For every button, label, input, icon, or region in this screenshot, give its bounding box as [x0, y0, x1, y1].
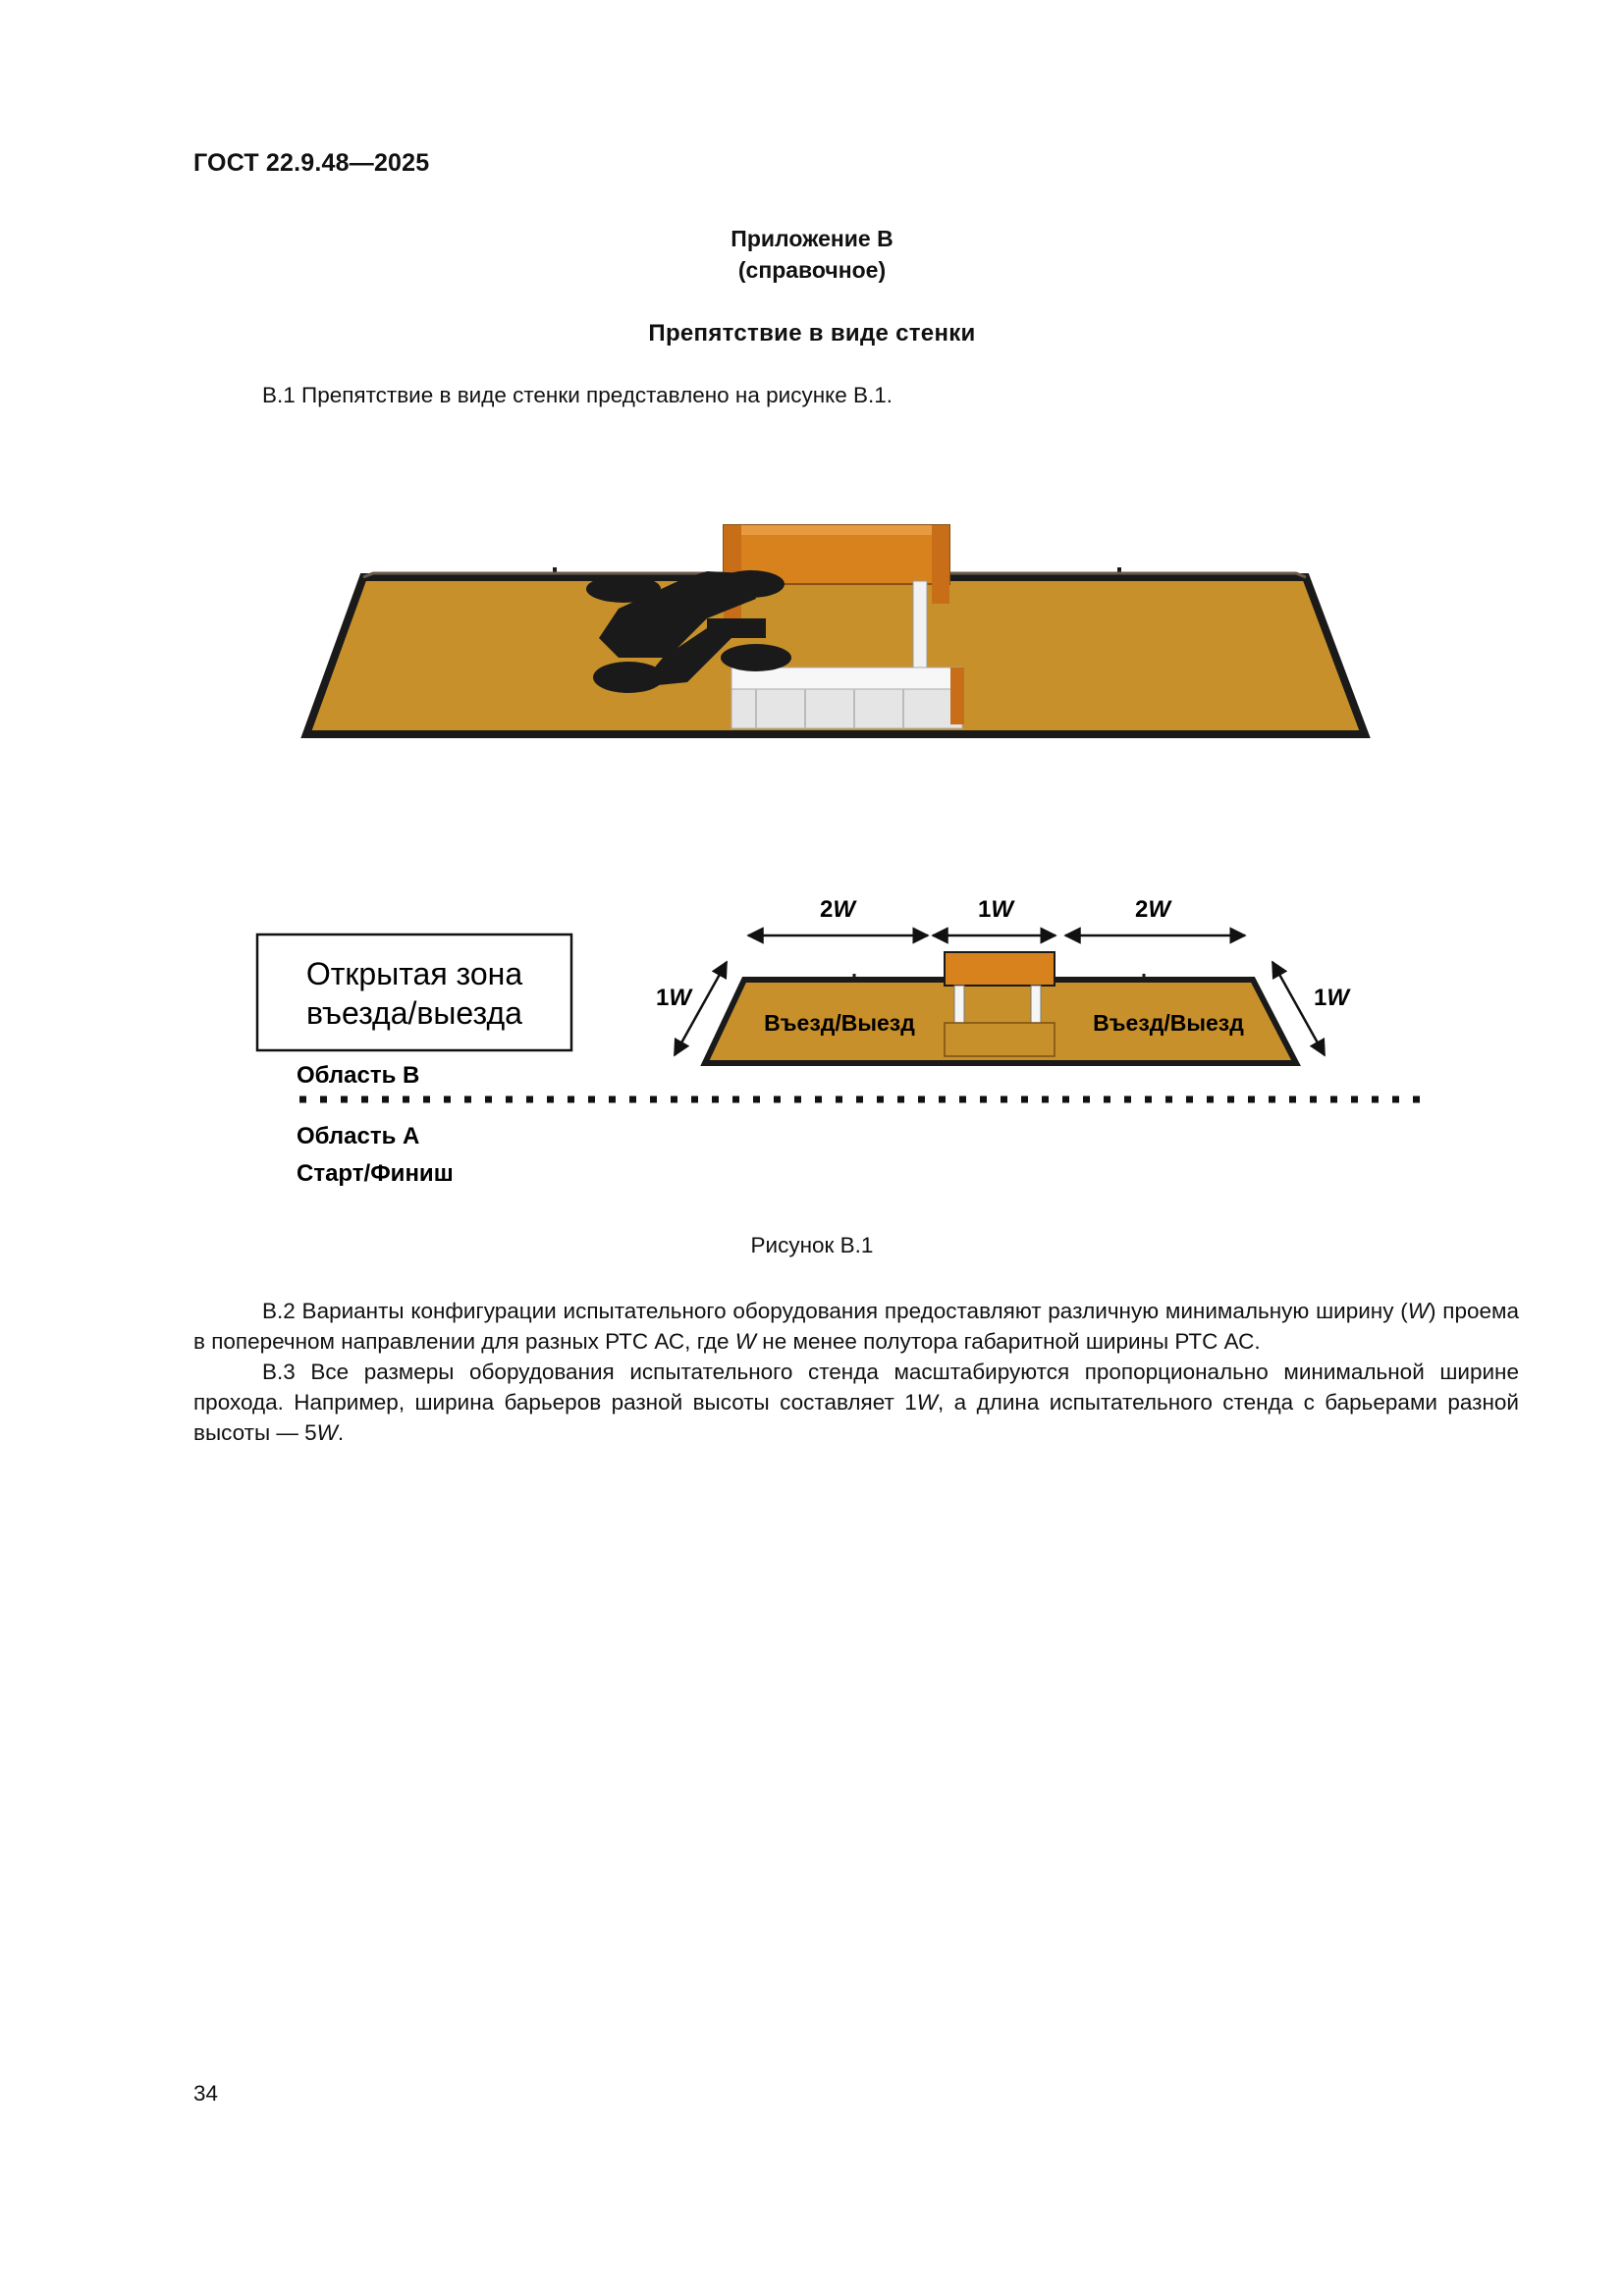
- appendix-subtitle: (справочное): [737, 257, 887, 283]
- obstacle-3d-illustration: [295, 510, 1384, 746]
- appendix-title: Приложение В: [731, 226, 893, 251]
- area-a-label: Область А: [297, 1123, 420, 1149]
- dim-label-left: 2W: [819, 896, 856, 923]
- corridor-post-left: [954, 986, 964, 1025]
- barrier-post: [950, 667, 964, 724]
- dim-label-mid: 1W: [977, 896, 1014, 923]
- area-b-label: Область В: [297, 1062, 420, 1089]
- section-title: Препятствие в виде стенки: [648, 320, 976, 347]
- page-number: 34: [193, 2081, 219, 2106]
- back-wall-top: [724, 525, 949, 535]
- open-zone-label-line1: Открытая зона: [305, 956, 523, 991]
- figure-caption: Рисунок В.1: [750, 1233, 874, 1257]
- schematic-back-wall: [945, 952, 1055, 986]
- entry-exit-label-left: Въезд/Выезд: [764, 1010, 915, 1036]
- obstacle-schematic: [245, 883, 1443, 1207]
- entry-exit-label-right: Въезд/Выезд: [1093, 1010, 1244, 1036]
- corridor-post-right: [1031, 986, 1041, 1025]
- paragraph-b2: В.2 Варианты конфигурации испытательного оборудования предоставляют различную минимальную ширину (W) проема в поперечном направлении для разных РТС АС, где W не менее полутора габаритной ширины РТС АС.: [193, 1299, 1520, 1354]
- open-zone-label-line2: въезда/выезда: [306, 995, 522, 1031]
- start-finish-label: Старт/Финиш: [297, 1160, 454, 1187]
- paragraph-b1: В.1 Препятствие в виде стенки представлено на рисунке В.1.: [262, 383, 893, 407]
- dim-label-side-left: 1W: [655, 985, 692, 1011]
- corridor-barrier-front: [731, 689, 962, 728]
- corridor-front: [945, 1023, 1055, 1056]
- dim-label-right: 2W: [1134, 896, 1171, 923]
- paragraph-b3: В.3 Все размеры оборудования испытательного стенда масштабируются пропорционально минимальной ширине прохода. Например, ширина барьеров разной высоты составляет 1W, а длина испытательного стенда с барьерами разной высоты — 5W.: [193, 1360, 1519, 1445]
- open-zone-box: [257, 934, 571, 1050]
- wall-post-right: [932, 525, 949, 604]
- dim-label-side-right: 1W: [1313, 985, 1350, 1011]
- document-header: ГОСТ 22.9.48—2025: [193, 149, 430, 177]
